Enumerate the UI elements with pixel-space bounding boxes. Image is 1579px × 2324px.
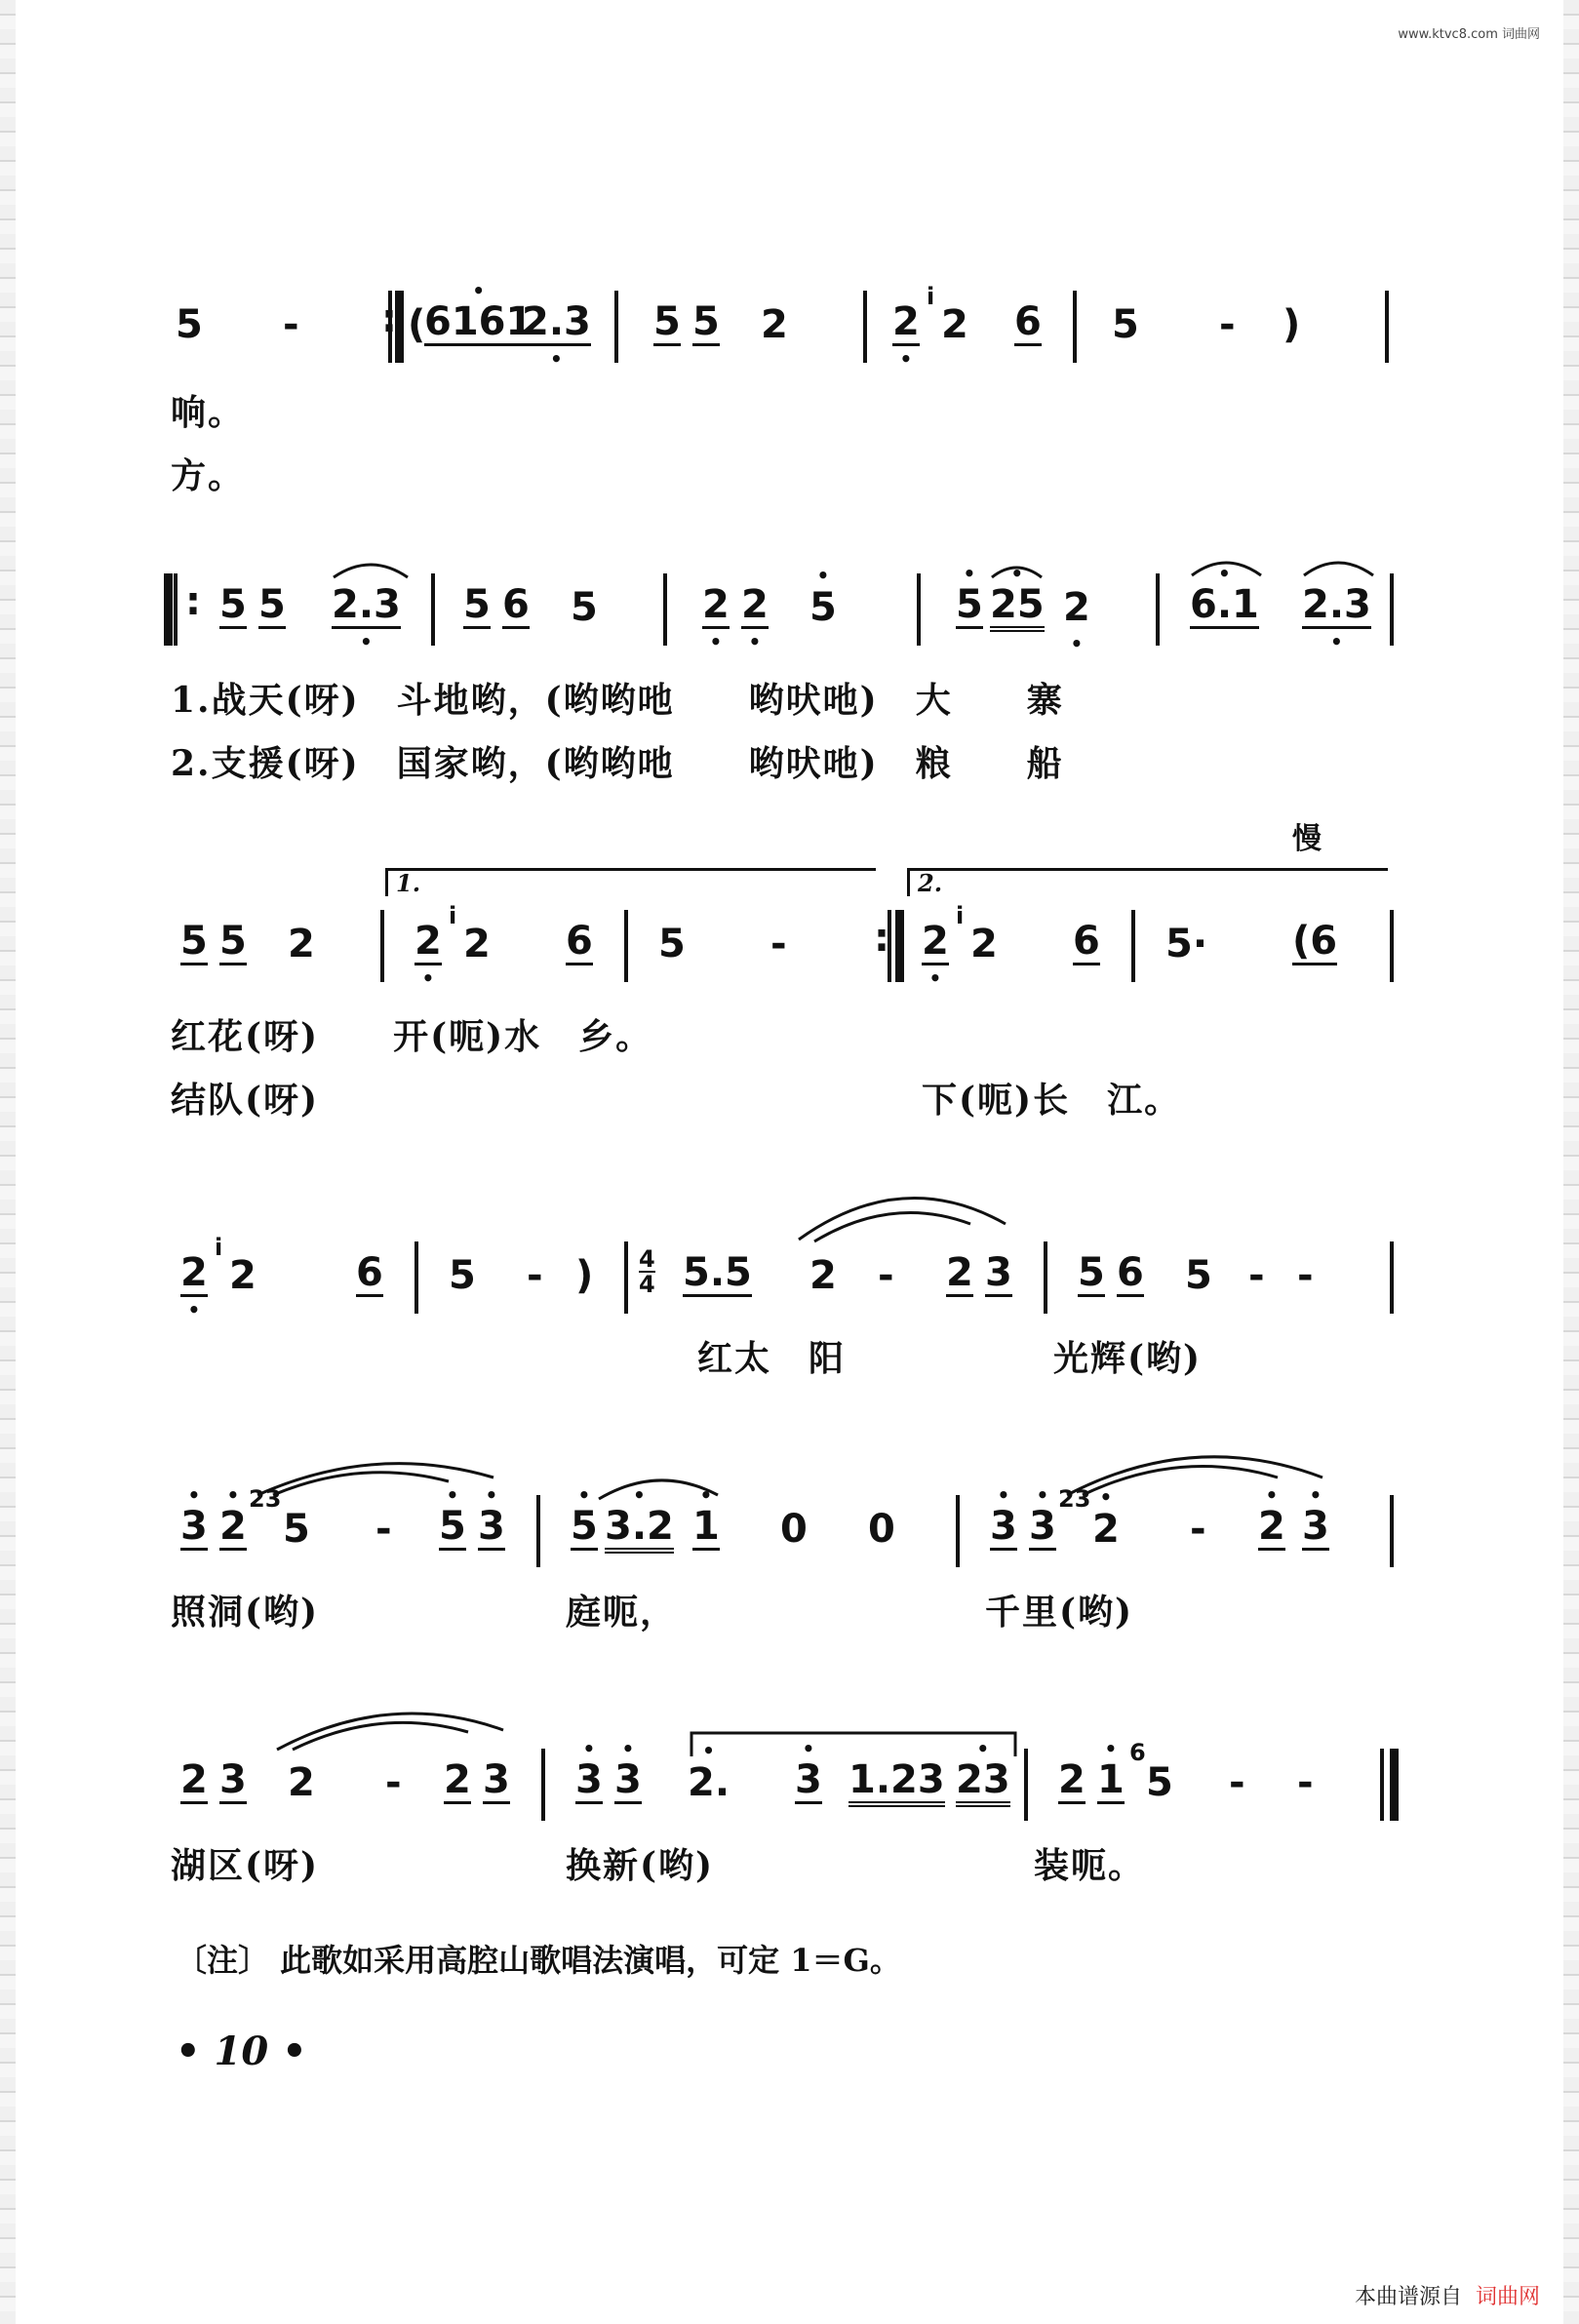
lyric-line: 庭呃，: [566, 1592, 678, 1633]
barline: [624, 910, 628, 982]
barline: [541, 1749, 545, 1821]
note-group: • 23: [956, 1760, 1010, 1807]
slur: [273, 1707, 507, 1752]
note-group: 1.23: [849, 1760, 945, 1807]
grace-note: i: [449, 902, 457, 929]
note: 2: [229, 1253, 257, 1298]
dash: -: [1297, 1760, 1314, 1805]
note: 2 •: [414, 922, 442, 965]
note: 2 •: [180, 1253, 208, 1297]
note: 5: [1112, 302, 1139, 347]
slur: [1190, 556, 1263, 577]
note-group: • 6161: [424, 302, 533, 346]
slur: [688, 1729, 1019, 1758]
barline: [1390, 1241, 1394, 1314]
note: 2 •: [702, 585, 730, 629]
grace-note: i: [927, 283, 935, 310]
dash: -: [527, 1253, 543, 1298]
note: 2 •: [892, 302, 920, 346]
repeat-barline: [164, 573, 173, 646]
lyric-line: 光辉(哟): [1053, 1338, 1203, 1379]
note: 2: [946, 1250, 973, 1295]
grace-note: 23: [1058, 1485, 1091, 1513]
barline: [888, 910, 891, 982]
barline: [614, 291, 618, 363]
repeat-barline: [895, 910, 904, 982]
note: 5: [176, 302, 203, 347]
dash: -: [1248, 1253, 1265, 1298]
barline: [663, 573, 667, 646]
note: 2: [761, 302, 788, 347]
volta-bracket-2: 2.: [907, 868, 1388, 896]
barline: [1044, 1241, 1047, 1314]
note: 6: [502, 582, 530, 627]
note: • 3: [180, 1507, 208, 1551]
notation-line: [146, 283, 1414, 390]
slur: [990, 562, 1044, 579]
barline: [1390, 910, 1394, 982]
note: 5·: [1165, 922, 1208, 966]
note: • 5: [439, 1507, 466, 1551]
note: • 2: [219, 1507, 247, 1551]
barline: [863, 291, 867, 363]
grace-note: 6: [1129, 1739, 1146, 1766]
note: 5: [219, 582, 247, 627]
note-group: • 25: [990, 585, 1045, 632]
footnote: 〔注〕 此歌如采用高腔山歌唱法演唱，可定 1＝G。: [176, 1942, 901, 1979]
tempo-marking: 慢: [1292, 822, 1322, 856]
dash: -: [878, 1253, 894, 1298]
lyric-line: 千里(哟): [985, 1592, 1134, 1633]
lyric-line: 换新(哟): [566, 1845, 715, 1886]
lyric-line: 红花(呀) 开(呃)水 乡。: [171, 1016, 653, 1057]
note: 5: [692, 299, 720, 344]
note: 6: [356, 1250, 383, 1295]
barline: [956, 1495, 960, 1567]
barline: [1380, 1749, 1384, 1821]
note: 2 •: [1063, 585, 1090, 630]
note: • 5: [809, 585, 837, 630]
note-group: 5.5: [683, 1250, 752, 1295]
note: 6: [1014, 299, 1042, 344]
note: 2: [809, 1253, 837, 1298]
note: (6: [1292, 919, 1338, 964]
dash: -: [770, 922, 787, 966]
grace-note: i: [215, 1234, 223, 1261]
right-margin-strip: [1563, 0, 1579, 2324]
note: • 3: [990, 1507, 1017, 1551]
lyric-line: 方。: [171, 455, 246, 496]
note: • 2.: [688, 1760, 730, 1805]
note: 3: [985, 1250, 1012, 1295]
note: 2: [180, 1757, 208, 1802]
note: 3: [219, 1757, 247, 1802]
left-margin-strip: [0, 0, 16, 2324]
note: 2: [970, 922, 998, 966]
note: • 3: [575, 1760, 603, 1804]
barline: [1385, 291, 1389, 363]
note: 6: [1117, 1250, 1144, 1295]
lyric-line-verse-1: 1.战天(呀) 斗地哟，(哟哟吔 哟吠吔) 大 寨: [171, 680, 1064, 721]
rest: 0: [868, 1507, 895, 1552]
note: 5: [658, 922, 686, 966]
footer-brand-link[interactable]: 词曲网: [1475, 2285, 1540, 2309]
note: 5: [463, 582, 491, 627]
note: • 3: [614, 1760, 642, 1804]
note: 2: [1058, 1757, 1086, 1802]
note: 5: [1146, 1760, 1173, 1805]
note: • 2: [1258, 1507, 1285, 1551]
note: 6: [566, 919, 593, 964]
page-number: • 10 •: [176, 2029, 307, 2074]
note-group: • 6.1: [1190, 585, 1259, 629]
barline: [431, 573, 435, 646]
dash: -: [375, 1507, 392, 1552]
barline: [536, 1495, 540, 1567]
dash: -: [283, 302, 299, 347]
note: 5: [283, 1507, 310, 1552]
lyric-line: 湖区(呀): [171, 1845, 320, 1886]
paren-close: ): [575, 1253, 594, 1298]
barline: [174, 573, 178, 646]
paren-close: ): [1283, 302, 1301, 347]
slur: [795, 1185, 1009, 1243]
site-watermark: www.ktvc8.com 词曲网: [1398, 27, 1540, 42]
note: 5: [1078, 1250, 1105, 1295]
time-signature: 4 4: [639, 1245, 655, 1298]
note: • 5: [571, 1507, 598, 1551]
note: 2: [941, 302, 968, 347]
slur: [332, 558, 410, 579]
note: 2: [463, 922, 491, 966]
barline: [1156, 573, 1160, 646]
note: • 1: [692, 1507, 720, 1551]
grace-note: 23: [249, 1485, 282, 1513]
notation-line: [146, 902, 1414, 1009]
note: • 3: [795, 1760, 822, 1804]
barline: [1024, 1749, 1028, 1821]
note-group: • 3.2: [605, 1507, 674, 1554]
note: • 3: [1029, 1507, 1056, 1551]
barline: [1073, 291, 1077, 363]
lyric-line-verse-2: 2.支援(呀) 国家哟，(哟哟吔 哟吠吔) 粮 船: [171, 743, 1064, 784]
barline: [1131, 910, 1135, 982]
barline: [1390, 573, 1394, 646]
rest: 0: [780, 1507, 808, 1552]
note: 5: [449, 1253, 476, 1298]
note: • 3: [1302, 1507, 1329, 1551]
lyric-line: 照洞(哟): [171, 1592, 320, 1633]
footer-credit-text: 本曲谱源自: [1354, 2285, 1462, 2309]
note: • 3: [478, 1507, 505, 1551]
lyric-line: 结队(呀): [171, 1080, 320, 1121]
dash: -: [385, 1760, 402, 1805]
lyric-line: 下(呃)长 江。: [922, 1080, 1182, 1121]
note: 5: [180, 919, 208, 964]
paren-open: (: [408, 302, 426, 347]
lyric-line: 响。: [171, 392, 246, 433]
notation-line: [146, 1485, 1414, 1595]
note: • 2: [1092, 1507, 1120, 1552]
note: 2 •: [922, 922, 949, 965]
barline: [624, 1241, 628, 1314]
grace-note: i: [956, 902, 965, 929]
note: 6: [1073, 919, 1100, 964]
note-group: 2.3 •: [1302, 585, 1371, 629]
note: 2 •: [741, 585, 769, 629]
slur: [595, 1472, 722, 1501]
note: 5: [219, 919, 247, 964]
lyric-line: 红太 阳: [697, 1338, 847, 1379]
note-group: 2.3 •: [522, 302, 591, 346]
barline: [917, 573, 921, 646]
barline: [380, 910, 384, 982]
note: 5: [1185, 1253, 1212, 1298]
barline: [1390, 1495, 1394, 1567]
repeat-barline: [395, 291, 404, 363]
slur: [1063, 1448, 1326, 1497]
volta-bracket-1: 1.: [385, 868, 876, 896]
lyric-line: 装呃。: [1034, 1845, 1146, 1886]
slur: [1302, 556, 1375, 577]
barline: [414, 1241, 418, 1314]
notation-line: [146, 582, 1414, 673]
note: 5: [653, 299, 681, 344]
note: 3: [483, 1757, 510, 1802]
note: 2: [288, 1760, 315, 1805]
slur: [254, 1458, 497, 1497]
note: 2: [288, 922, 315, 966]
footer-credit: [1355, 2280, 1540, 2310]
dash: -: [1190, 1507, 1206, 1552]
note: 5: [258, 582, 286, 627]
final-barline: [1390, 1749, 1399, 1821]
dash: -: [1297, 1253, 1314, 1298]
notation-line: [146, 1739, 1414, 1848]
note: 5: [571, 585, 598, 630]
note: • 1: [1097, 1760, 1125, 1804]
note: 2: [444, 1757, 471, 1802]
note-group: 2.3 •: [332, 585, 401, 629]
dash: -: [1229, 1760, 1245, 1805]
dash: -: [1219, 302, 1236, 347]
notation-line: [146, 1234, 1414, 1341]
note: • 5: [956, 585, 983, 629]
